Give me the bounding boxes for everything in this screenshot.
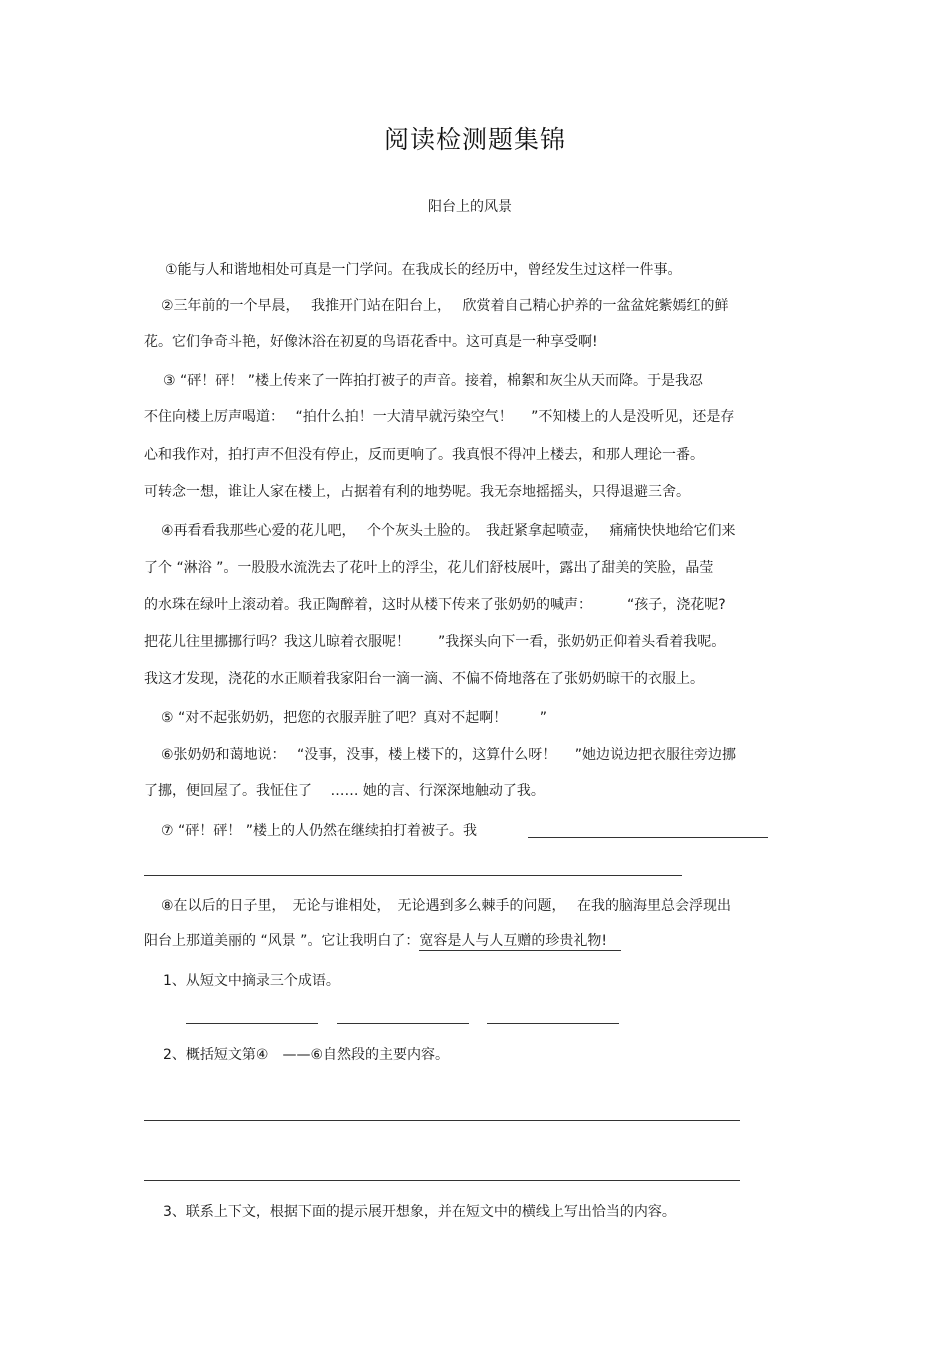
para-7-answer-blank-2[interactable]	[144, 875, 682, 876]
para-3-line-4: 可转念一想，谁让人家在楼上，占据着有利的地势呢。我无奈地摇摇头，只得退避三舍。	[144, 484, 690, 500]
para-2-line-1: ②三年前的一个早晨， 我推开门站在阳台上， 欣赏着自己精心护养的一盆盆姹紫嫣红的鲜	[161, 298, 729, 314]
para-4-line-1: ④再看看我那些心爱的花儿吧， 个个灰头土脸的。 我赶紧拿起喷壶， 痛痛快快地给它们来	[161, 523, 736, 539]
para-3-line-1: ③ “砰！砰！ ”楼上传来了一阵拍打被子的声音。接着，棉絮和灰尘从天而降。于是我忍	[163, 373, 703, 389]
q1-answer-blank-2[interactable]	[337, 1023, 469, 1024]
q1-answer-blank-3[interactable]	[487, 1023, 619, 1024]
para-3-line-2: 不住向楼上厉声喝道： “拍什么拍！一大清早就污染空气！ ”不知楼上的人是没听见，还是存	[144, 409, 735, 425]
para-4-line-4: 把花儿往里挪挪行吗？我这儿晾着衣服呢！ ”我探头向下一看，张奶奶正仰着头看着我呢。	[144, 634, 726, 650]
para-4-line-5: 我这才发现，浇花的水正顺着我家阳台一滴一滴、不偏不倚地落在了张奶奶晾干的衣服上。	[144, 671, 704, 687]
para-5-line-1: ⑤ “对不起张奶奶，把您的衣服弄脏了吧？真对不起啊！ ”	[161, 710, 547, 726]
passage-title: 阳台上的风景	[428, 199, 512, 215]
para-4-line-3: 的水珠在绿叶上滚动着。我正陶醉着，这时从楼下传来了张奶奶的喊声： “孩子，浇花呢?	[144, 597, 726, 613]
para-8-line-2-text: 阳台上那道美丽的 “风景 ”。它让我明白了：	[144, 933, 420, 949]
para-1-line-1: ①能与人和谐地相处可真是一门学问。在我成长的经历中，曾经发生过这样一件事。	[165, 262, 682, 278]
underline-tail	[607, 933, 621, 951]
key-sentence-underlined: 宽容是人与人互赠的珍贵礼物!	[419, 933, 608, 949]
q1-answer-blank-1[interactable]	[186, 1023, 318, 1024]
para-6-line-2: 了挪，便回屋了。我怔住了 …… 她的言、行深深地触动了我。	[144, 783, 545, 799]
para-2-line-2: 花。它们争奇斗艳，好像沐浴在初夏的鸟语花香中。这可真是一种享受啊!	[144, 334, 598, 350]
para-8-line-1: ⑧在以后的日子里， 无论与谁相处， 无论遇到多么棘手的问题， 在我的脑海里总会浮现出	[161, 898, 731, 914]
para-7-line-1: ⑦ “砰！砰！ ”楼上的人仍然在继续拍打着被子。我	[161, 823, 477, 839]
para-7-answer-blank-1[interactable]	[528, 837, 768, 838]
q2-answer-blank-2[interactable]	[144, 1180, 740, 1181]
question-1: 1、从短文中摘录三个成语。	[163, 973, 340, 989]
q2-answer-blank-1[interactable]	[144, 1120, 740, 1121]
question-3: 3、联系上下文，根据下面的提示展开想象，并在短文中的横线上写出恰当的内容。	[163, 1204, 676, 1220]
para-3-line-3: 心和我作对，拍打声不但没有停止，反而更响了。我真恨不得冲上楼去，和那人理论一番。	[144, 447, 704, 463]
para-6-line-1: ⑥张奶奶和蔼地说： “没事，没事，楼上楼下的，这算什么呀！ ”她边说边把衣服往旁边挪	[161, 747, 736, 763]
para-4-line-2: 了个 “淋浴 ”。一股股水流洗去了花叶上的浮尘，花儿们舒枝展叶，露出了甜美的笑脸，晶莹	[144, 560, 714, 576]
question-2: 2、概括短文第④ ——⑥自然段的主要内容。	[163, 1047, 450, 1063]
para-8-line-2	[144, 932, 621, 950]
document-title: 阅读检测题集锦	[383, 125, 566, 154]
